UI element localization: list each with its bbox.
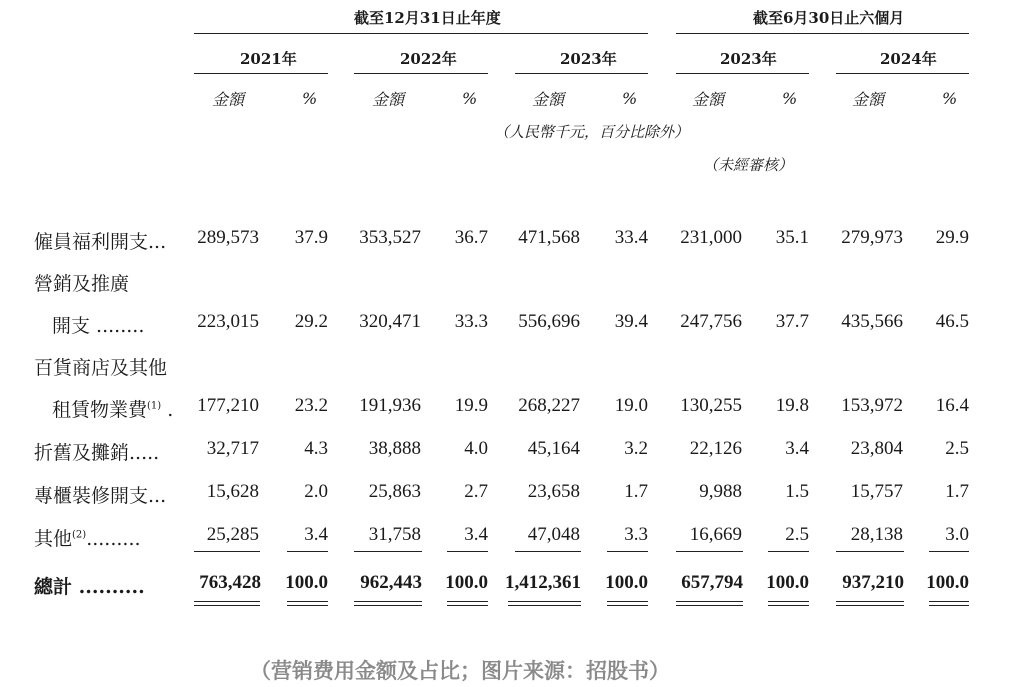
cell-amount: 9,988 — [699, 481, 742, 502]
cell-amount: 23,658 — [527, 481, 580, 502]
cell-amount: 15,628 — [206, 481, 259, 502]
total-double-line — [929, 601, 969, 602]
total-pct: 100.0 — [445, 572, 488, 593]
cell-pct: 2.0 — [304, 481, 328, 502]
total-pct: 100.0 — [926, 572, 969, 593]
cell-pct: 36.7 — [454, 227, 488, 248]
year-underline-2023-h1 — [676, 73, 809, 74]
subtotal-line — [929, 551, 969, 552]
total-double-line — [768, 601, 809, 602]
cell-pct: 33.4 — [614, 227, 648, 248]
row-label-text: 其他 — [34, 528, 73, 550]
cell-amount: 153,972 — [841, 395, 903, 416]
cell-amount: 16,669 — [689, 524, 742, 545]
year-header-2023-h1: 2023年 — [720, 50, 777, 68]
amount-header: 金額 — [692, 90, 725, 109]
total-double-line — [768, 605, 809, 606]
total-double-line — [929, 605, 969, 606]
total-double-line — [508, 601, 581, 602]
year-underline-2021 — [194, 73, 328, 74]
pct-header: % — [622, 89, 638, 108]
row-label — [34, 524, 141, 551]
year-header-2023: 2023年 — [560, 50, 617, 68]
total-double-line — [354, 601, 422, 602]
total-double-line — [676, 605, 743, 606]
cell-pct: 3.4 — [785, 438, 809, 459]
year-header-2022: 2022年 — [400, 50, 457, 68]
total-double-line — [447, 605, 488, 606]
amount-header: 金額 — [532, 90, 565, 109]
total-pct: 100.0 — [285, 572, 328, 593]
cell-pct: 4.0 — [464, 438, 488, 459]
row-label: 營銷及推廣 — [34, 273, 130, 295]
cell-pct: 39.4 — [614, 311, 648, 332]
total-pct: 100.0 — [605, 572, 648, 593]
total-double-line — [354, 605, 422, 606]
cell-amount: 177,210 — [197, 395, 259, 416]
cell-pct: 3.4 — [464, 524, 488, 545]
pct-header: % — [782, 89, 798, 108]
subtotal-line — [676, 551, 743, 552]
pct-header: % — [302, 89, 318, 108]
subtotal-line — [836, 551, 904, 552]
subtotal-line — [194, 551, 260, 552]
cell-pct: 1.5 — [785, 481, 809, 502]
cell-amount: 31,758 — [368, 524, 421, 545]
total-amount: 657,794 — [681, 572, 743, 593]
subtotal-line — [287, 551, 328, 552]
total-double-line — [607, 601, 648, 602]
total-double-line — [508, 605, 581, 606]
cell-pct: 3.3 — [624, 524, 648, 545]
cell-amount: 28,138 — [850, 524, 903, 545]
row-label-text: 租賃物業費 — [52, 399, 148, 421]
footnote-marker: (1) — [147, 400, 162, 412]
group-underline-six-months — [676, 33, 969, 34]
cell-pct: 2.5 — [945, 438, 969, 459]
cell-amount: 268,227 — [518, 395, 580, 416]
cell-amount: 435,566 — [841, 311, 903, 332]
cell-amount: 223,015 — [197, 311, 259, 332]
cell-amount: 320,471 — [359, 311, 421, 332]
cell-pct: 37.9 — [294, 227, 328, 248]
year-underline-2022 — [354, 73, 488, 74]
cell-pct: 1.7 — [624, 481, 648, 502]
cell-amount: 32,717 — [206, 438, 259, 459]
cell-pct: 16.4 — [935, 395, 969, 416]
group-header-annual: 截至12月31日止年度 — [354, 9, 501, 27]
cell-pct: 19.8 — [775, 395, 809, 416]
cell-pct: 19.9 — [454, 395, 488, 416]
row-label: 折舊及攤銷..... — [34, 442, 160, 464]
cell-amount: 471,568 — [518, 227, 580, 248]
cell-amount: 556,696 — [518, 311, 580, 332]
cell-amount: 38,888 — [368, 438, 421, 459]
cell-amount: 25,863 — [368, 481, 421, 502]
total-amount: 937,210 — [842, 572, 904, 593]
cell-amount: 247,756 — [680, 311, 742, 332]
total-double-line — [194, 605, 260, 606]
year-header-2024-h1: 2024年 — [880, 50, 937, 68]
subtotal-line — [447, 551, 488, 552]
cell-pct: 4.3 — [304, 438, 328, 459]
total-double-line — [676, 601, 743, 602]
cell-pct: 3.0 — [945, 524, 969, 545]
cell-amount: 15,757 — [850, 481, 903, 502]
cell-pct: 35.1 — [775, 227, 809, 248]
footnote-marker: (2) — [72, 529, 87, 541]
total-amount: 1,412,361 — [505, 572, 581, 593]
total-double-line — [836, 605, 904, 606]
row-label-continued: 開支 ........ — [52, 315, 145, 337]
cell-pct: 29.9 — [935, 227, 969, 248]
subtotal-line — [515, 551, 581, 552]
cell-amount: 289,573 — [197, 227, 259, 248]
amount-header: 金額 — [852, 90, 885, 109]
total-double-line — [607, 605, 648, 606]
cell-amount: 47,048 — [527, 524, 580, 545]
cell-amount: 191,936 — [359, 395, 421, 416]
cell-pct: 3.2 — [624, 438, 648, 459]
row-label: 僱員福利開支... — [34, 231, 167, 253]
amount-header: 金額 — [212, 90, 245, 109]
cell-amount: 25,285 — [206, 524, 259, 545]
unaudited-note: （未經審核） — [703, 156, 794, 174]
group-underline-annual — [194, 33, 648, 34]
group-header-six-months: 截至6月30日止六個月 — [753, 9, 905, 27]
cell-pct: 29.2 — [294, 311, 328, 332]
total-amount: 962,443 — [360, 572, 422, 593]
unit-note: （人民幣千元，百分比除外） — [494, 123, 690, 141]
cell-amount: 279,973 — [841, 227, 903, 248]
cell-amount: 45,164 — [527, 438, 580, 459]
cell-amount: 130,255 — [680, 395, 742, 416]
cell-amount: 22,126 — [689, 438, 742, 459]
row-label-leader: . — [161, 399, 174, 421]
row-label-continued — [52, 395, 173, 422]
cell-pct: 33.3 — [454, 311, 488, 332]
cell-pct: 19.0 — [614, 395, 648, 416]
year-header-2021: 2021年 — [240, 50, 297, 68]
pct-header: % — [942, 89, 958, 108]
row-label: 百貨商店及其他 — [34, 357, 168, 379]
total-label: 總計 .......... — [34, 576, 145, 598]
year-underline-2023 — [515, 73, 648, 74]
total-double-line — [287, 601, 328, 602]
cell-amount: 353,527 — [359, 227, 421, 248]
cell-amount: 23,804 — [850, 438, 903, 459]
pct-header: % — [462, 89, 478, 108]
cell-pct: 1.7 — [945, 481, 969, 502]
year-underline-2024-h1 — [836, 73, 969, 74]
row-label: 專櫃裝修開支... — [34, 485, 167, 507]
cell-pct: 37.7 — [775, 311, 809, 332]
cell-pct: 3.4 — [304, 524, 328, 545]
total-pct: 100.0 — [766, 572, 809, 593]
total-amount: 763,428 — [199, 572, 261, 593]
amount-header: 金額 — [372, 90, 405, 109]
row-label-leader: ......... — [86, 528, 141, 550]
cell-pct: 2.7 — [464, 481, 488, 502]
image-caption: （营销费用金额及占比；图片来源：招股书） — [250, 659, 670, 683]
total-double-line — [287, 605, 328, 606]
subtotal-line — [768, 551, 809, 552]
subtotal-line — [354, 551, 422, 552]
cell-amount: 231,000 — [680, 227, 742, 248]
cell-pct: 23.2 — [294, 395, 328, 416]
total-double-line — [194, 601, 260, 602]
cell-pct: 46.5 — [935, 311, 969, 332]
subtotal-line — [607, 551, 648, 552]
cell-pct: 2.5 — [785, 524, 809, 545]
total-double-line — [447, 601, 488, 602]
total-double-line — [836, 601, 904, 602]
